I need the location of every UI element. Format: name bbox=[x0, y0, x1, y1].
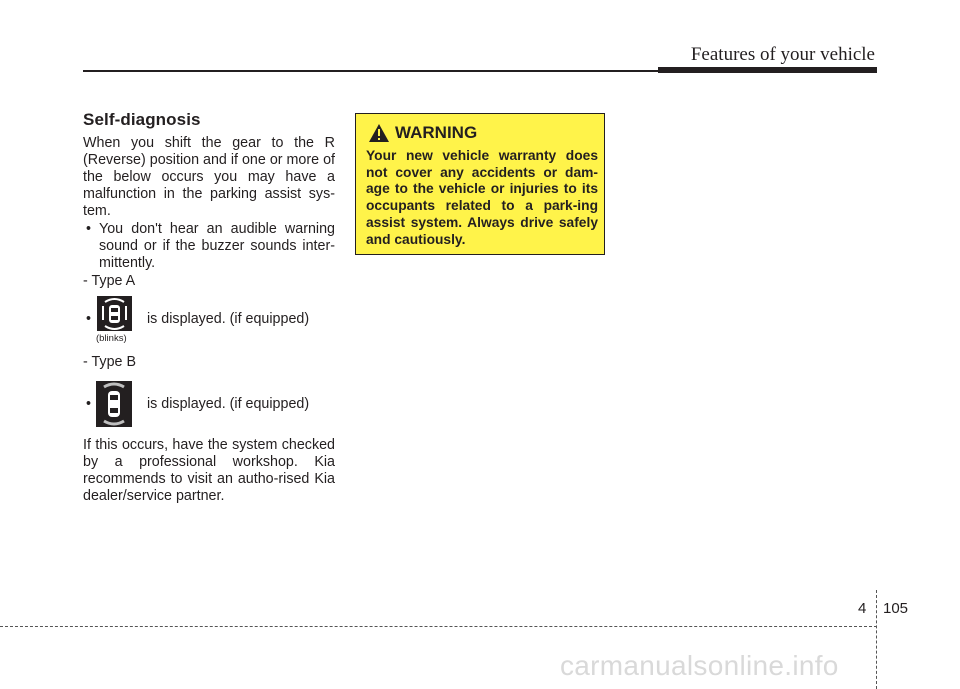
parking-assist-car-icon bbox=[96, 381, 132, 427]
page-number: 105 bbox=[883, 600, 909, 617]
closing-paragraph: If this occurs, have the system checked by a professional workshop. Kia recommends to visit an autho-rised Kia dealer/service partner. bbox=[83, 437, 335, 504]
bullet-icon: • bbox=[86, 221, 92, 237]
bullet-icon: • bbox=[86, 311, 92, 327]
header-rule bbox=[83, 70, 683, 72]
footer-divider bbox=[0, 626, 877, 627]
type-b-label: - Type B bbox=[83, 354, 136, 370]
warning-body: Your new vehicle warranty does not cover any accidents or dam-age to the vehicle or injuries to its occupants related to a park-ing assist system. Always drive safely and cautiously. bbox=[366, 148, 598, 247]
watermark: carmanualsonline.info bbox=[560, 650, 839, 681]
chapter-number: 4 bbox=[858, 600, 867, 617]
warning-title: WARNING bbox=[395, 123, 478, 142]
footer-vertical-divider bbox=[876, 590, 877, 689]
warning-triangle-icon bbox=[369, 124, 389, 147]
list-item bbox=[83, 221, 335, 272]
warning-box bbox=[355, 113, 605, 255]
type-a-text: is displayed. (if equipped) bbox=[147, 311, 310, 327]
page-header-title: Features of your vehicle bbox=[690, 44, 875, 65]
bullet-icon: • bbox=[86, 396, 92, 412]
parking-sensor-icon bbox=[97, 296, 132, 331]
intro-paragraph: When you shift the gear to the R (Reverse) position and if one or more of the below occurs you may have a malfunction in the parking assist sys-tem. bbox=[83, 135, 335, 219]
section-heading: Self-diagnosis bbox=[83, 110, 201, 129]
bullet-text: You don't hear an audible warning sound or if the buzzer sounds inter-mittently. bbox=[99, 221, 335, 271]
type-b-text: is displayed. (if equipped) bbox=[147, 396, 310, 412]
header-rule-accent bbox=[658, 67, 877, 73]
type-a-label: - Type A bbox=[83, 273, 136, 289]
blinks-caption: (blinks) bbox=[96, 333, 127, 344]
